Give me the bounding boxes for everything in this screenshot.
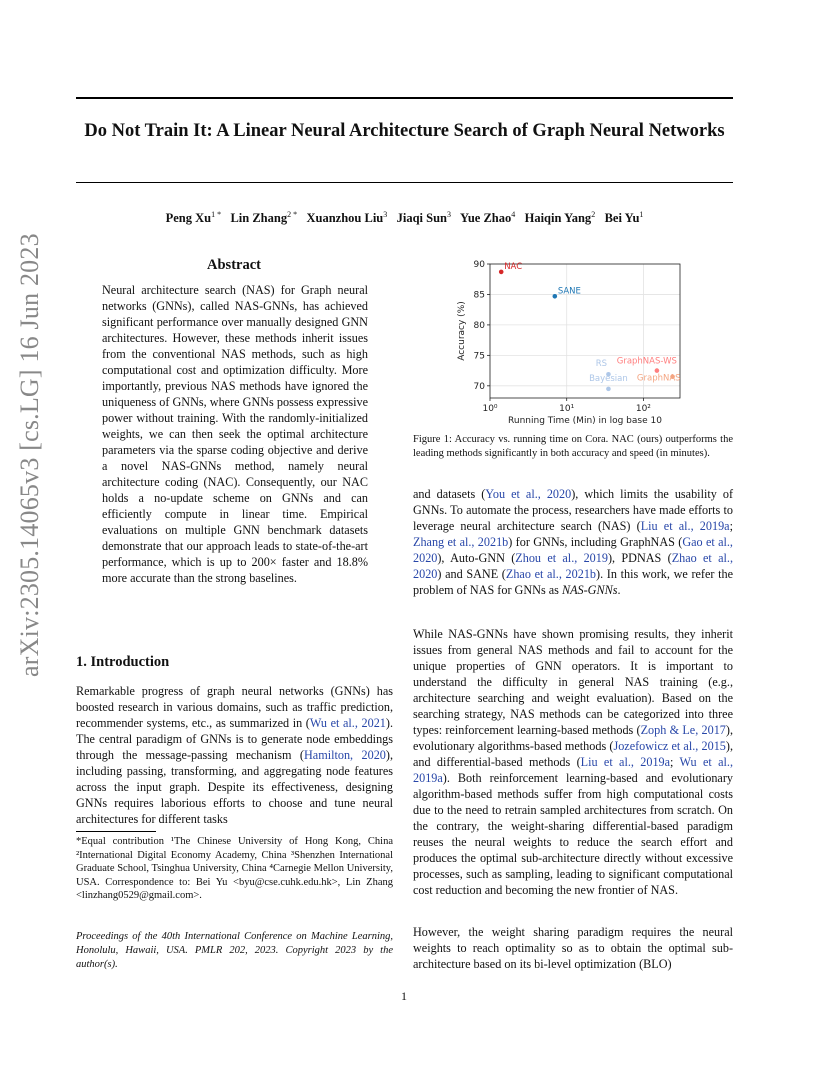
abstract-heading: Abstract [207,257,261,273]
title-bottom-rule [76,182,733,183]
accuracy-vs-time-chart [452,258,702,428]
author: Haiqin Yang$^2$ [524,210,596,226]
y-tick-label: 70 [473,381,485,392]
data-point [655,368,660,373]
x-tick-label: 10¹ [559,404,575,414]
body-paragraph: While NAS-GNNs have shown promising results, they inherit issues from general NAS methods and fail to account for the unique properties of GNN operators. It is important to understand the difficulty in general NAS training (e.g., architecture searching and weight evaluation). Based on the searching strategy, NAS methods can be categorized into three types: reinforcement learning-based methods (Zoph & Le, 2017), evolutionary algorithms-based methods (Jozefowicz et al., 2015), and differential-based methods (Liu et al., 2019a; Wu et al., 2019a). Both reinforcement learning-based and evolutionary algorithm-based methods suffer from high computational costs due to the need to retrain sampled architectures from scratch. On the contrary, the weight-sharing differential-based paradigm reuses the neural weights to reduce the search effort and produces the optimal sub-architecture directly without excessive processes, such as sampling, leading to significant computational cost reduction and becoming the new frontier of NAS. [413,627,733,897]
data-point-label: RS [595,359,608,370]
data-point-label: GraphNAS [636,373,681,384]
body-paragraph: However, the weight sharing paradigm requires the neural weights to reach optimality so as to obtain the optimal sub-architecture based on its bi-level optimization (BLO) [413,925,733,971]
data-point-label: SANE [557,286,581,297]
y-tick-label: 75 [473,351,485,362]
citation-link[interactable]: Liu et al., 2019a [640,519,730,533]
author: Lin Zhang$^{2 *}$ [230,210,298,226]
title-top-rule [76,97,733,99]
data-point [606,387,611,392]
citation-link[interactable]: Wu et al., 2021 [309,716,386,730]
arxiv-identifier[interactable]: arXiv:2305.14065v3 [cs.LG] 16 Jun 2023 [15,233,44,677]
author-list [76,210,733,226]
citation-link[interactable]: Wu et al., 2019a [413,755,733,785]
citation-link[interactable]: Gao et al., 2020 [413,535,733,565]
data-point [499,270,504,275]
citation-link[interactable]: You et al., 2020 [485,487,572,501]
author: Peng $Xu^{1 *}$ [165,210,222,226]
intro-paragraph: Remarkable progress of graph neural networks (GNNs) has boosted research in various domains, such as traffic prediction, recommender systems, etc., as summarized in (Wu et al., 2021). The central paradigm of GNNs is to generate node embeddings through the message-passing mechanism (Hamilton, 2020), including passing, transforming, and aggregating node features across the input graph. Despite its effectiveness, designing GNNs requires laborious efforts to choose and tune neural architectures for different tasks [76,684,393,826]
citation-link[interactable]: Zhao et al., 2021b [505,567,597,581]
page-number: 1 [401,989,407,1003]
footnote-affiliations: *Equal contribution ¹The Chinese University of Hong Kong, China ²International Digital Economy Academy, China ³Shenzhen International Graduate School, Tsinghua University, China ⁴Carnegie Mellon University, USA. Correspondence to: Bei Yu <byu@cse.cuhk.edu.hk>, Lin Zhang <linzhang0529@gmail.com>. [76,836,393,901]
x-tick-label: 10² [635,404,651,414]
author: Bei Yu$^1$ [604,210,644,226]
y-axis-label: Accuracy (%) [457,301,467,361]
y-tick-label: 80 [473,320,485,331]
citation-link[interactable]: Zhang et al., 2021b [413,535,509,549]
author: Jiaqi Sun$^3$ [396,210,452,226]
y-tick-label: 85 [473,290,485,301]
citation-link[interactable]: Jozefowicz et al., 2015 [613,739,726,753]
figure-1-caption: Figure 1: Accuracy vs. running time on Cora. NAC (ours) outperforms the leading methods significantly in both accuracy and speed (in minutes). [413,434,733,459]
data-point [553,294,558,299]
data-point-label: NAC [504,261,523,272]
body-paragraph: and datasets (You et al., 2020), which limits the usability of GNNs. To automate the process, researchers have made efforts to leverage neural architecture search (NAS) (Liu et al., 2019a; Zhang et al., 2021b) for GNNs, including GraphNAS (Gao et al., 2020), Auto-GNN (Zhou et al., 2019), PDNAS (Zhao et al., 2020) and SANE (Zhao et al., 2021b). In this work, we refer the problem of NAS for GNNs as NAS-GNNs. [413,487,733,597]
x-tick-label: 10⁰ [482,404,498,414]
section-heading-introduction: 1. Introduction [76,654,170,670]
citation-link[interactable]: Liu et al., 2019a [580,755,671,769]
y-tick-label: 90 [473,260,485,270]
author: Yue Zhao$^4$ [459,210,516,226]
paper-title: Do Not Train It: A Linear Neural Architecture Search of Graph Neural Networks [84,121,725,141]
author: Xuanzhou Liu$^3$ [306,210,388,226]
abstract-text: Neural architecture search (NAS) for Graph neural networks (GNNs), called NAS-GNNs, has achieved significant performance over manually designed GNN architectures. However, these methods inherit issues from the conventional NAS methods, such as high computational cost and optimization difficulty. More importantly, previous NAS methods have ignored the uniqueness of GNNs, where GNNs possess expressive power without training. With the randomly-initialized weights, we can then seek the optimal architecture parameters via the sparse coding objective and derive a novel NAS-GNNs method, namely neural architecture coding (NAC). Consequently, our NAC holds a no-update scheme on GNNs and can efficiently compute in linear time. Empirical evaluations on multiple GNN benchmark datasets demonstrate that our approach leads to state-of-the-art performance, which is up to 200× faster and 18.8% more accurate than the strong baselines. [102,283,368,585]
data-point-label: Bayesian [589,373,628,384]
x-axis-label: Running Time (Min) in log base 10 [508,416,662,426]
footnote-rule [76,831,156,832]
citation-link[interactable]: Zhao et al., 2020 [413,551,733,581]
citation-link[interactable]: Zoph & Le, 2017 [640,723,726,737]
proceedings-note: Proceedings of the 40th International Conference on Machine Learning, Honolulu, Hawaii, USA. PMLR 202, 2023. Copyright 2023 by the author(s). [76,931,393,970]
data-point-label: GraphNAS-WS [616,356,677,367]
citation-link[interactable]: Zhou et al., 2019 [515,551,608,565]
citation-link[interactable]: Hamilton, 2020 [304,748,386,762]
